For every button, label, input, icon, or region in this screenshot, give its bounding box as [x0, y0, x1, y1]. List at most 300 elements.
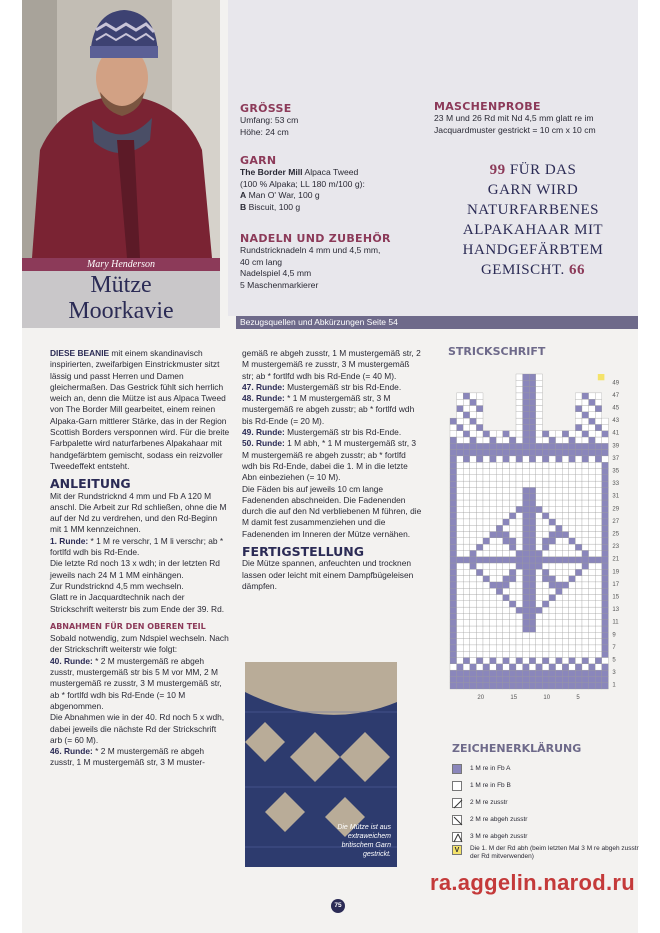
chart-cell — [463, 538, 470, 544]
knit-caption — [337, 823, 391, 859]
chart-cell — [509, 557, 516, 563]
chart-cell — [496, 563, 503, 569]
chart-cell — [523, 431, 530, 437]
chart-cell — [503, 431, 510, 437]
chart-cell — [575, 544, 582, 550]
chart-cell — [575, 676, 582, 682]
chart-cell — [582, 632, 589, 638]
chart-cell — [490, 462, 497, 468]
chart-cell — [582, 639, 589, 645]
groesse-heading: GRÖSSE — [240, 102, 292, 115]
chart-cell — [589, 544, 596, 550]
chart-cell — [516, 676, 523, 682]
legend-item — [452, 777, 642, 794]
chart-cell — [602, 582, 609, 588]
chart-cell — [542, 494, 549, 500]
chart-cell — [595, 412, 602, 418]
chart-cell — [509, 658, 516, 664]
chart-cell — [470, 418, 477, 424]
chart-cell — [536, 563, 543, 569]
chart-cell — [476, 494, 483, 500]
chart-cell — [496, 607, 503, 613]
chart-cell — [562, 506, 569, 512]
chart-cell — [450, 658, 457, 664]
chart-cell — [602, 500, 609, 506]
chart-cell — [490, 519, 497, 525]
chart-cell — [556, 532, 563, 538]
chart-cell — [575, 443, 582, 449]
nadeln-heading: NADELN UND ZUBEHÖR — [240, 232, 391, 245]
chart-cell — [595, 664, 602, 670]
chart-cell — [582, 399, 589, 405]
chart-cell — [523, 595, 530, 601]
chart-cell — [582, 450, 589, 456]
chart-cell — [457, 632, 464, 638]
chart-cell — [470, 601, 477, 607]
chart-cell — [457, 525, 464, 531]
chart-cell — [582, 506, 589, 512]
chart-cell — [575, 399, 582, 405]
chart-cell — [457, 406, 464, 412]
chart-cell — [470, 557, 477, 563]
chart-cell — [542, 456, 549, 462]
chart-cell — [483, 645, 490, 651]
chart-cell — [483, 525, 490, 531]
chart-cell — [476, 670, 483, 676]
anleitung-heading: ANLEITUNG — [50, 476, 131, 492]
chart-cell — [509, 670, 516, 676]
chart-cell — [556, 519, 563, 525]
chart-cell — [582, 544, 589, 550]
chart-cell — [595, 639, 602, 645]
chart-cell — [595, 494, 602, 500]
chart-cell — [589, 569, 596, 575]
chart-cell — [595, 506, 602, 512]
chart-cell — [536, 550, 543, 556]
chart-cell — [542, 676, 549, 682]
chart-cell — [503, 651, 510, 657]
chart-cell — [542, 469, 549, 475]
chart-cell — [516, 664, 523, 670]
chart-cell — [556, 500, 563, 506]
chart-cell — [509, 443, 516, 449]
chart-cell — [542, 632, 549, 638]
chart-cell — [542, 443, 549, 449]
chart-cell — [595, 437, 602, 443]
chart-slip-marker — [598, 374, 605, 380]
chart-row-labels — [612, 380, 619, 688]
r48-text: * 1 M mustergemäß str, 3 M mustergemäß re abgeh zusstr; ab * fortlfd wdh bis Rd-Ende (= 20 M). — [242, 393, 415, 426]
chart-cell — [589, 582, 596, 588]
chart-cell — [595, 563, 602, 569]
chart-cell — [463, 613, 470, 619]
chart-cell — [476, 437, 483, 443]
chart-cell — [556, 607, 563, 613]
chart-cell — [523, 462, 530, 468]
chart-cell — [483, 550, 490, 556]
chart-cell — [509, 601, 516, 607]
chart-cell — [450, 588, 457, 594]
chart-cell — [549, 519, 556, 525]
chart-cell — [516, 626, 523, 632]
chart-cell — [602, 620, 609, 626]
chart-cell — [589, 576, 596, 582]
chart-cell — [476, 544, 483, 550]
chart-cell — [589, 513, 596, 519]
chart-cell — [582, 487, 589, 493]
chart-cell — [595, 613, 602, 619]
chart-cell — [549, 664, 556, 670]
chart-cell — [450, 450, 457, 456]
chart-cell — [575, 532, 582, 538]
chart-cell — [536, 406, 543, 412]
chart-cell — [503, 576, 510, 582]
chart-cell — [582, 475, 589, 481]
chart-cell — [470, 462, 477, 468]
chart-cell — [595, 406, 602, 412]
nadeln-line: Rundstricknadeln 4 mm und 4,5 mm, — [240, 245, 381, 255]
chart-cell — [536, 456, 543, 462]
title-line-2: Moorkavie — [68, 298, 174, 324]
chart-cell — [496, 626, 503, 632]
chart-cell — [503, 588, 510, 594]
chart-cell — [490, 506, 497, 512]
chart-col-label: 10 — [543, 695, 551, 701]
chart-cell — [549, 475, 556, 481]
chart-cell — [549, 595, 556, 601]
chart-cell — [562, 443, 569, 449]
anleitung-p1: Mit der Rundstricknd 4 mm und Fb A 120 M anschl. Die Arbeit zur Rd schließen, ohne die M auf der Nd zu verdrehen, und den Rd-Beginn mit 1 MM kennzeichnen. — [50, 490, 227, 535]
chart-cell — [457, 658, 464, 664]
chart-cell — [602, 450, 609, 456]
chart-cell — [463, 462, 470, 468]
r49-label: 49. Runde: — [242, 427, 285, 438]
chart-cell — [589, 645, 596, 651]
chart-cell — [516, 513, 523, 519]
chart-cell — [595, 683, 602, 689]
chart-cell — [457, 563, 464, 569]
chart-cell — [536, 532, 543, 538]
chart-cell — [582, 519, 589, 525]
col2-r48 — [242, 393, 422, 427]
chart-cell — [503, 613, 510, 619]
chart-row-label: 7 — [612, 644, 616, 651]
chart-cell — [556, 450, 563, 456]
chart-cell — [516, 588, 523, 594]
chart-cell — [595, 588, 602, 594]
abnahmen-heading: ABNAHMEN FÜR DEN OBEREN TEIL — [50, 621, 206, 631]
chart-cell — [463, 500, 470, 506]
chart-cell — [523, 525, 530, 531]
chart-cell — [595, 487, 602, 493]
chart-cell — [503, 645, 510, 651]
chart-cell — [556, 437, 563, 443]
chart-cell — [542, 670, 549, 676]
chart-cell — [536, 544, 543, 550]
chart-cell — [536, 462, 543, 468]
chart-cell — [516, 437, 523, 443]
chart-cell — [509, 450, 516, 456]
garn-line: (100 % Alpaka; LL 180 m/100 g): — [240, 178, 365, 189]
chart-cell — [503, 494, 510, 500]
chart-cell — [575, 469, 582, 475]
chart-cell — [457, 607, 464, 613]
chart-cell — [470, 519, 477, 525]
chart-cell — [589, 475, 596, 481]
chart-cell — [463, 399, 470, 405]
chart-cell — [582, 670, 589, 676]
chart-cell — [589, 456, 596, 462]
chart-cell — [450, 569, 457, 575]
chart-cell — [516, 550, 523, 556]
chart-cell — [595, 393, 602, 399]
chart-cell — [602, 418, 609, 424]
chart-cell — [490, 456, 497, 462]
chart-cell — [509, 500, 516, 506]
chart-cell — [476, 563, 483, 569]
chart-cell — [589, 550, 596, 556]
chart-cell — [496, 664, 503, 670]
groesse-line: Umfang: 53 cm — [240, 115, 299, 125]
chart-cell — [569, 431, 576, 437]
chart-cell — [556, 494, 563, 500]
chart-cell — [470, 424, 477, 430]
groesse-line: Höhe: 24 cm — [240, 126, 289, 137]
chart-cell — [562, 550, 569, 556]
chart-cell — [509, 569, 516, 575]
chart-cell — [595, 651, 602, 657]
chart-cell — [562, 487, 569, 493]
chart-cell — [529, 544, 536, 550]
chart-cell — [529, 424, 536, 430]
chart-cell — [582, 563, 589, 569]
chart-cell — [589, 418, 596, 424]
chart-cell — [582, 588, 589, 594]
column-2 — [242, 348, 422, 592]
chart-cell — [516, 456, 523, 462]
chart-cell — [602, 494, 609, 500]
chart-cell — [483, 595, 490, 601]
chart-cell — [490, 481, 497, 487]
maschenprobe-heading: MASCHENPROBE — [434, 100, 541, 113]
chart-cell — [509, 645, 516, 651]
chart-cell — [595, 544, 602, 550]
chart-cell — [509, 506, 516, 512]
chart-cell — [523, 613, 530, 619]
chart-cell — [569, 494, 576, 500]
chart-cell — [595, 424, 602, 430]
chart-cell — [509, 632, 516, 638]
chart-cell — [542, 475, 549, 481]
chart-row-label: 33 — [612, 481, 620, 488]
chart-cell — [516, 406, 523, 412]
knitting-chart — [440, 368, 630, 718]
chart-cell — [595, 626, 602, 632]
chart-cell — [582, 576, 589, 582]
chart-cell — [516, 658, 523, 664]
chart-cell — [516, 412, 523, 418]
chart-cell — [523, 443, 530, 449]
chart-cell — [503, 658, 510, 664]
chart-cell — [483, 519, 490, 525]
chart-cell — [602, 506, 609, 512]
chart-cell — [536, 387, 543, 393]
chart-cell — [509, 626, 516, 632]
model-photo — [22, 0, 220, 258]
abnahmen-p2: Die Abnahmen wie in der 40. Rd noch 5 x wdh, dabei jeweils die nächste Rd der Strickschrift arb (= 60 M). — [50, 712, 225, 745]
chart-cell — [575, 645, 582, 651]
chart-cell — [509, 550, 516, 556]
chart-cell — [582, 658, 589, 664]
chart-cell — [496, 443, 503, 449]
chart-cell — [582, 500, 589, 506]
chart-cell — [450, 576, 457, 582]
chart-cell — [569, 576, 576, 582]
chart-cell — [595, 601, 602, 607]
chart-cell — [523, 412, 530, 418]
chart-cell — [496, 437, 503, 443]
chart-cell — [490, 569, 497, 575]
chart-cell — [602, 456, 609, 462]
chart-cell — [463, 620, 470, 626]
chart-cell — [529, 532, 536, 538]
chart-cell — [549, 437, 556, 443]
chart-cell — [483, 563, 490, 569]
maschenprobe-line: 23 M und 26 Rd mit Nd 4,5 mm glatt re im — [434, 113, 594, 123]
chart-cell — [529, 462, 536, 468]
chart-cell — [496, 532, 503, 538]
chart-cell — [556, 620, 563, 626]
chart-cell — [483, 437, 490, 443]
chart-cell — [562, 569, 569, 575]
chart-cell — [470, 500, 477, 506]
chart-cell — [575, 639, 582, 645]
chart-cell — [589, 399, 596, 405]
chart-row-label: 43 — [612, 418, 620, 425]
chart-cell — [490, 443, 497, 449]
nadeln-line: 40 cm lang — [240, 256, 283, 267]
chart-cell — [569, 582, 576, 588]
intro-paragraph — [50, 348, 230, 472]
chart-cell — [450, 563, 457, 569]
chart-cell — [595, 513, 602, 519]
caption-line: extraweichem — [347, 833, 391, 840]
chart-cell — [602, 632, 609, 638]
chart-cell — [457, 645, 464, 651]
chart-cell — [529, 406, 536, 412]
chart-row-label: 45 — [612, 405, 620, 412]
chart-cell — [569, 469, 576, 475]
chart-cell — [589, 424, 596, 430]
chart-cell — [509, 563, 516, 569]
chart-cell — [496, 550, 503, 556]
chart-cell — [457, 651, 464, 657]
chart-cell — [463, 424, 470, 430]
chart-cell — [516, 532, 523, 538]
chart-cell — [457, 481, 464, 487]
chart-cell — [575, 450, 582, 456]
chart-cell — [523, 500, 530, 506]
chart-cell — [523, 607, 530, 613]
chart-cell — [483, 664, 490, 670]
chart-cell — [516, 380, 523, 386]
r48-label: 48. Runde: — [242, 393, 285, 404]
chart-cell — [575, 500, 582, 506]
chart-cell — [575, 550, 582, 556]
chart-cell — [549, 506, 556, 512]
chart-cell — [556, 431, 563, 437]
chart-cell — [595, 450, 602, 456]
chart-cell — [562, 601, 569, 607]
chart-cell — [457, 462, 464, 468]
r46-label: 46. Runde: — [50, 746, 93, 757]
col2-r50 — [242, 438, 422, 483]
chart-cell — [523, 601, 530, 607]
chart-cell — [457, 683, 464, 689]
chart-cell — [562, 676, 569, 682]
chart-cell — [556, 639, 563, 645]
chart-cell — [470, 487, 477, 493]
chart-cell — [562, 658, 569, 664]
chart-cell — [569, 519, 576, 525]
chart-cell — [569, 563, 576, 569]
chart-cell — [523, 494, 530, 500]
chart-cell — [523, 456, 530, 462]
chart-cell — [509, 651, 516, 657]
chart-cell — [457, 494, 464, 500]
chart-cell — [536, 601, 543, 607]
legend-text: 2 M re zusstr — [470, 799, 508, 806]
chart-cell — [496, 588, 503, 594]
chart-cell — [529, 494, 536, 500]
chart-cell — [470, 620, 477, 626]
chart-cell — [470, 393, 477, 399]
chart-cell — [450, 613, 457, 619]
chart-cell — [463, 443, 470, 449]
chart-cell — [503, 620, 510, 626]
chart-cell — [509, 519, 516, 525]
chart-cell — [556, 651, 563, 657]
chart-cell — [536, 412, 543, 418]
chart-cell — [483, 670, 490, 676]
chart-cell — [582, 664, 589, 670]
chart-cell — [509, 437, 516, 443]
chart-row-label: 17 — [612, 581, 620, 588]
chart-cell — [463, 487, 470, 493]
chart-cell — [476, 412, 483, 418]
chart-cell — [496, 645, 503, 651]
chart-cell — [529, 601, 536, 607]
chart-cell — [450, 469, 457, 475]
chart-cell — [523, 519, 530, 525]
chart-cell — [470, 525, 477, 531]
chart-cell — [476, 620, 483, 626]
chart-cell — [562, 595, 569, 601]
chart-cell — [457, 412, 464, 418]
chart-cell — [556, 569, 563, 575]
chart-cell — [463, 683, 470, 689]
chart-cell — [490, 500, 497, 506]
chart-cell — [509, 544, 516, 550]
chart-cell — [490, 683, 497, 689]
chart-cell — [476, 601, 483, 607]
chart-cell — [457, 538, 464, 544]
chart-cell — [575, 683, 582, 689]
chart-cell — [569, 462, 576, 468]
chart-cell — [549, 658, 556, 664]
chart-cell — [470, 676, 477, 682]
chart-cell — [470, 513, 477, 519]
